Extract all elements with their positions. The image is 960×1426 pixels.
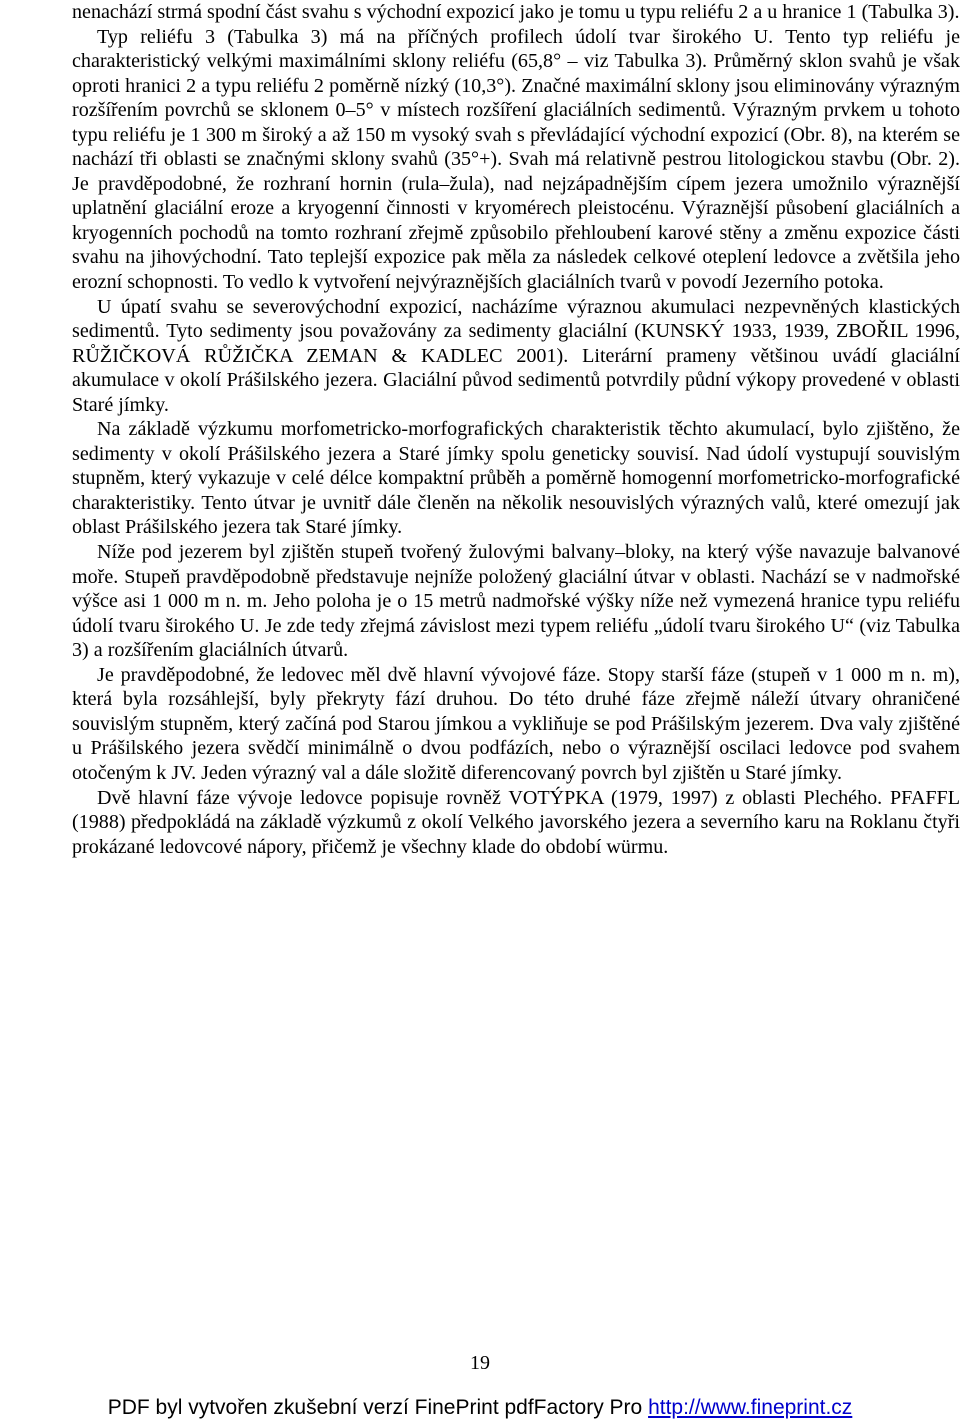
paragraph-6: Je pravděpodobné, že ledovec měl dvě hlavní vývojové fáze. Stopy starší fáze (stupeň v 1 000 m n. m), která byla rozsáhlejší, byly překryty fází druhou. Do této druhé fáze zřejmě náleží útvary ohraničené souvislým stupněm, který začíná pod Starou jímkou a vykliňuje se pod Prášilským jezerem. Dva valy zjištěné u Prášilského jezera svědčí minimálně o dvou podfázích, nebo o výraznější oscilaci ledovce pod svahem otočeným k JV. Jeden výrazný val a dále složitě diferencovaný povrch byl zjištěn u Staré jímky. <box>72 663 960 784</box>
paragraph-5: Níže pod jezerem byl zjištěn stupeň tvořený žulovými balvany–bloky, na který výše navazuje balvanové moře. Stupeň pravděpodobně představuje nejníže položený glaciální útvar v oblasti. Nachází se v nadmořské výšce asi 1 000 m n. m. Jeho poloha je o 15 metrů nadmořské výšky níže než vymezená hranice typu reliéfu údolí tvaru širokého U. Je zde tedy zřejmá závislost mezi typem reliéfu „údolí tvaru širokého U“ (viz Tabulka 3) a rozšířením glaciálních útvarů. <box>72 541 960 662</box>
page-number: 19 <box>470 1352 490 1374</box>
footer-text: PDF byl vytvořen zkušební verzí FinePrint pdfFactory Pro <box>107 1396 649 1419</box>
body-text <box>72 0 960 859</box>
paragraph-3: U úpatí svahu se severovýchodní expozicí, nacházíme výraznou akumulaci nezpevněných klastických sedimentů. Tyto sedimenty jsou považovány za sedimenty glaciální (KUNSKÝ 1933, 1939, ZBOŘIL 1996, RŮŽIČKOVÁ RŮŽIČKA ZEMAN & KADLEC 2001). Literární prameny většinou uvádí glaciální akumulace v okolí Prášilského jezera. Glaciální původ sedimentů potvrdily půdní výkopy provedené v oblasti Staré jímky. <box>72 295 960 416</box>
pdf-footer <box>0 1396 960 1420</box>
footer-link[interactable]: http://www.fineprint.cz <box>648 1396 853 1419</box>
paragraph-7: Dvě hlavní fáze vývoje ledovce popisuje rovněž VOTÝPKA (1979, 1997) z oblasti Plechého. PFAFFL (1988) předpokládá na základě výzkumů z okolí Velkého javorského jezera a severního karu na Roklanu čtyři prokázané ledovcové nápory, přičemž je všechny klade do období würmu. <box>72 786 960 858</box>
paragraph-4: Na základě výzkumu morfometricko-morfografických charakteristik těchto akumulací, bylo zjištěno, že sedimenty v okolí Prášilského jezera a Staré jímky spolu geneticky souvisí. Nad údolí vystupují souvislým stupněm, který vykazuje v celé délce kompaktní průběh a poměrně homogenní morfometricko-morfografické charakteristiky. Tento útvar je uvnitř dále členěn na několik nesouvislých výrazných valů, které omezují jak oblast Prášilského jezera tak Staré jímky. <box>72 418 960 539</box>
page-body <box>72 0 960 859</box>
paragraph-1: nenachází strmá spodní část svahu s východní expozicí jako je tomu u typu reliéfu 2 a u hranice 1 (Tabulka 3). <box>72 1 960 23</box>
paragraph-2: Typ reliéfu 3 (Tabulka 3) má na příčných profilech údolí tvar širokého U. Tento typ reliéfu je charakteristický velkými maximálními sklony reliéfu (65,8° – viz Tabulka 3). Průměrný sklon svahů je však oproti hranici 2 a typu reliéfu 2 poměrně nízký (10,3°). Značné maximální sklony jsou eliminovány výrazným rozšířením povrchů se sklonem 0–5° v místech rozšíření glaciálních sedimentů. Výrazným prvkem u tohoto typu reliéfu je 1 300 m široký a až 150 m vysoký svah s převládající východní expozicí (Obr. 8), na kterém se nachází tři oblasti se značnými sklony svahů (35°+). Svah má relativně pestrou litologickou stavbu (Obr. 2). Je pravděpodobné, že rozhraní hornin (rula–žula), nad nejzápadnějším cípem jezera umožnilo výraznější uplatnění glaciální eroze a kryogenní činnosti v kryomérech pleistocénu. Výraznější působení glaciálních a kryogenních pochodů na tomto rozhraní zřejmě způsobilo přehloubení karové stěny a změnu expozice části svahu na jihovýchodní. Tato teplejší expozice pak měla za následek celkové oteplení ledovce a zvětšila jeho erozní schopnosti. To vedlo k vytvoření nejvýraznějších glaciálních tvarů v povodí Jezerního potoka. <box>72 25 960 294</box>
